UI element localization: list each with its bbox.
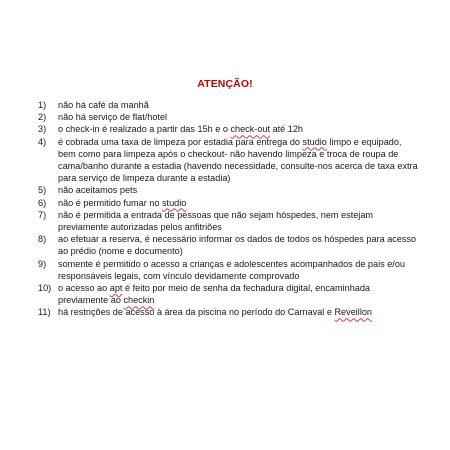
rule-number: 11) (38, 307, 51, 318)
rule-number: 9) (38, 258, 47, 269)
rule-text-segment: o check-in é realizado a partir das 15h e o (58, 124, 231, 135)
rule-text (58, 99, 418, 111)
rule-item (38, 184, 418, 196)
spellcheck-flagged-word: studio (302, 136, 327, 147)
rule-text (58, 184, 418, 196)
rule-text-segment: até 12h (270, 124, 304, 135)
spellcheck-flagged-word: apt (109, 283, 123, 294)
rule-item (38, 111, 418, 123)
rule-item (38, 136, 418, 185)
rule-text-segment: o acesso ao (58, 283, 110, 294)
rule-text (58, 136, 418, 185)
rule-item (38, 258, 418, 282)
rule-number: 8) (38, 234, 47, 245)
spellcheck-flagged-word: checkin (123, 295, 155, 306)
rule-text (58, 258, 418, 282)
rule-text (58, 233, 418, 257)
rule-text-segment: não há serviço de flat/hotel (58, 112, 168, 123)
rule-text-segment: não é permitido fumar no (58, 197, 162, 208)
rule-text-segment: há restrições de acesso à área da piscina no período do Carnaval e (58, 307, 335, 318)
rule-item (38, 99, 418, 111)
rule-number: 7) (38, 209, 47, 220)
rule-item (38, 123, 418, 135)
rule-item (38, 282, 418, 306)
spellcheck-flagged-word: Reveillon (334, 307, 373, 318)
rule-number: 6) (38, 197, 47, 208)
rule-number: 3) (38, 124, 47, 135)
rule-item (38, 306, 418, 318)
rule-text (58, 282, 418, 306)
rule-item (38, 197, 418, 209)
rule-text-segment: somente é permitido o acesso a crianças e adolescentes acompanhados de pais e/ou responsáveis legais, com vínculo devidamente comprovado (58, 258, 405, 281)
spellcheck-flagged-word: check-out (230, 124, 271, 135)
rule-text-segment: não há café da manhã (58, 100, 149, 110)
rule-number: 10) (38, 283, 52, 294)
rule-item (38, 233, 418, 257)
rule-text-segment: não é permitida a entrada de pessoas que não sejam hóspedes, nem estejam previamente autorizadas pelos anfitriões (58, 209, 374, 233)
rule-text-segment: ao efetuar a reserva, é necessário informar os dados de todos os hóspedes para acesso ao prédio (nome e documento) (58, 234, 417, 257)
rule-text-segment: é feito por meio de senha da fechadura digital, encaminhada previamente ao (58, 283, 370, 306)
rule-number: 2) (38, 112, 47, 123)
rule-number: 1) (38, 100, 47, 110)
rule-text (58, 111, 418, 123)
rules-list (38, 99, 418, 319)
rule-text-segment: não aceitamos pets (58, 185, 138, 196)
rule-text (58, 197, 418, 209)
rule-text (58, 123, 418, 135)
spellcheck-flagged-word: studio (161, 197, 187, 208)
rule-text (58, 306, 418, 318)
page-title: ATENÇÃO! (197, 78, 253, 90)
rule-item (38, 209, 418, 233)
rule-text-segment: limpo e equipado, bem como para limpeza após o checkout- não havendo limpeza e troca de roupa de cama/banho durante a estadia (havendo necessidade, consulte-nos acerca de taxa extra para serviço de limpeza durante a estadia) (58, 136, 418, 184)
rule-text-segment: é cobrada uma taxa de limpeza por estadia para entrega do (58, 136, 303, 147)
rule-number: 5) (38, 185, 47, 196)
rule-text (58, 209, 418, 233)
rule-number: 4) (38, 136, 47, 147)
